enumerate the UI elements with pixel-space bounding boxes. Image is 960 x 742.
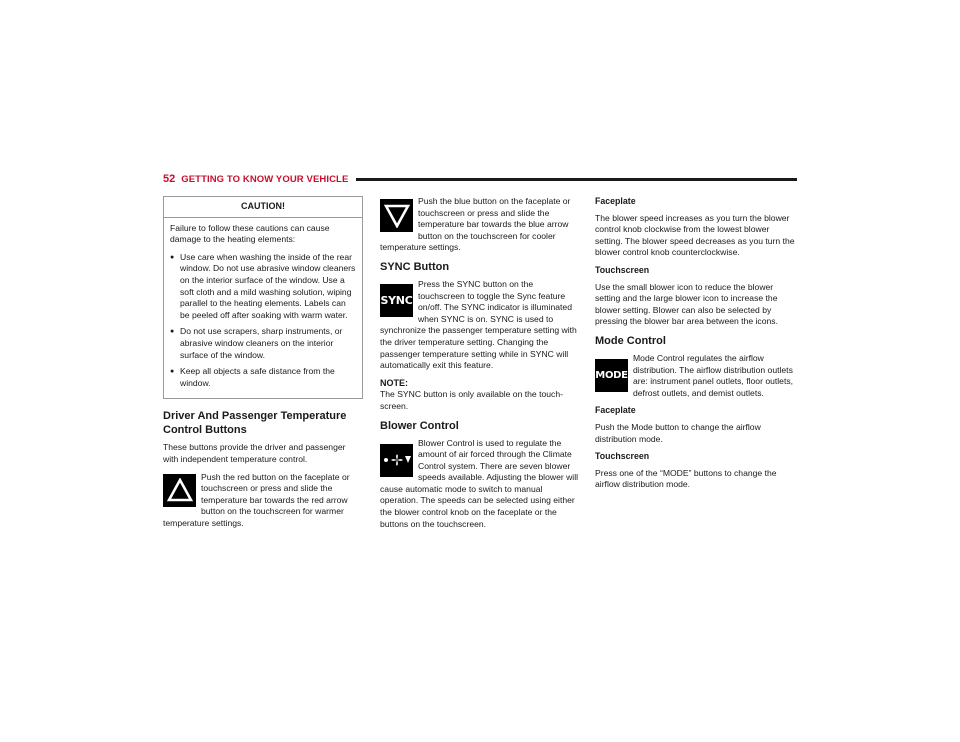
mode-block bbox=[595, 353, 795, 399]
caution-box bbox=[163, 196, 363, 399]
temperature-buttons-heading: Driver And Passenger Temperature Control Buttons bbox=[163, 410, 347, 437]
caution-title: CAUTION! bbox=[164, 197, 362, 218]
blower-text: Blower Control is used to regulate the amount of air forced through the Climate Control system. There are seven blower speeds available. Adjusting the blower will cause automatic mode to switch to manual operation. The speeds can be selected using either the blower control knob on the faceplate or the buttons on the touchscreen. bbox=[380, 437, 579, 529]
temperature-intro: These buttons provide the driver and passenger with independent temperature control. bbox=[163, 442, 346, 464]
sync-icon-label: SYNC bbox=[380, 293, 413, 307]
down-arrow-triangle-icon bbox=[380, 199, 413, 232]
touchscreen-text-2: Press one of the “MODE” buttons to change the airflow distribution mode. bbox=[595, 467, 777, 490]
mode-icon-label: MODE bbox=[595, 369, 628, 381]
caution-list bbox=[170, 252, 356, 390]
mode-text: Mode Control regulates the airflow distribution. The airflow distribution outlets are: instrument panel outlets, floor outlets, defrost outlets, and demist outlets. bbox=[633, 352, 794, 398]
sync-icon bbox=[380, 284, 413, 317]
sync-text: Press the SYNC button on the touchscreen to toggle the Sync feature on/off. The SYNC indicator is illuminated when SYNC is on. SYNC is used to synchronize the passenger temperature setting with the driver temperature setting. Changing the passenger temperature setting while in SYNC will automatically exit this feature. bbox=[380, 278, 577, 371]
faceplate-text: The blower speed increases as you turn the blower control knob clockwise from the lowest blower setting. The blower speed decreases as you turn the blower control knob counterclockwise. bbox=[595, 212, 795, 258]
page-header bbox=[163, 171, 797, 187]
cooler-block bbox=[380, 196, 580, 254]
column-left bbox=[163, 196, 363, 535]
warmer-block bbox=[163, 472, 363, 530]
note-label: NOTE: bbox=[380, 377, 408, 388]
mode-heading: Mode Control bbox=[595, 334, 666, 347]
caution-bullet: ● Do not use scrapers, sharp instruments, or abrasive window cleaners on the interior surface of the window. bbox=[170, 326, 356, 361]
sync-heading: SYNC Button bbox=[380, 260, 450, 273]
touchscreen-subheading-2: Touchscreen bbox=[595, 451, 650, 462]
touchscreen-subheading: Touchscreen bbox=[595, 264, 650, 275]
blower-heading: Blower Control bbox=[380, 419, 459, 432]
fan-blower-icon bbox=[380, 444, 413, 477]
up-arrow-triangle-icon bbox=[163, 474, 196, 507]
blower-block bbox=[380, 438, 580, 531]
cooler-text: Push the blue button on the faceplate or touchscreen or press and slide the temperature bar towards the blue arrow button on the touchscreen for cooler temperature settings. bbox=[380, 196, 571, 253]
caution-intro: Failure to follow these cautions can cause damage to the heating elements: bbox=[170, 222, 330, 245]
page-number: 52 bbox=[163, 173, 176, 185]
warmer-text: Push the red button on the faceplate or touchscreen or press and slide the temperature bar towards the red arrow button on the touchscreen for warmer temperature settings. bbox=[163, 471, 350, 528]
column-middle bbox=[380, 196, 580, 536]
caution-body bbox=[164, 218, 362, 399]
column-right bbox=[595, 196, 795, 497]
header-rule bbox=[356, 178, 797, 181]
faceplate-subheading: Faceplate bbox=[595, 196, 636, 206]
faceplate-text-2: Push the Mode button to change the airflow distribution mode. bbox=[595, 421, 761, 444]
touchscreen-text: Use the small blower icon to reduce the blower setting and the large blower icon to increase the blower setting. Blower can also be selected by pressing the blower bar area between the icons. bbox=[595, 281, 778, 327]
caution-bullet: ● Use care when washing the inside of the rear window. Do not use abrasive window cleaners on the interior surface of the window. Use a soft cloth and a mild washing solution, wiping parallel to the heating elements. Labels can be peeled off after soaking with warm water. bbox=[170, 252, 356, 322]
note-text: The SYNC button is only available on the touch-screen. bbox=[380, 389, 563, 411]
faceplate-subheading-2: Faceplate bbox=[595, 405, 636, 416]
sync-block bbox=[380, 279, 580, 372]
mode-icon bbox=[595, 359, 628, 392]
caution-bullet: ● Keep all objects a safe distance from the window. bbox=[170, 366, 356, 389]
section-title: GETTING TO KNOW YOUR VEHICLE bbox=[181, 173, 349, 185]
